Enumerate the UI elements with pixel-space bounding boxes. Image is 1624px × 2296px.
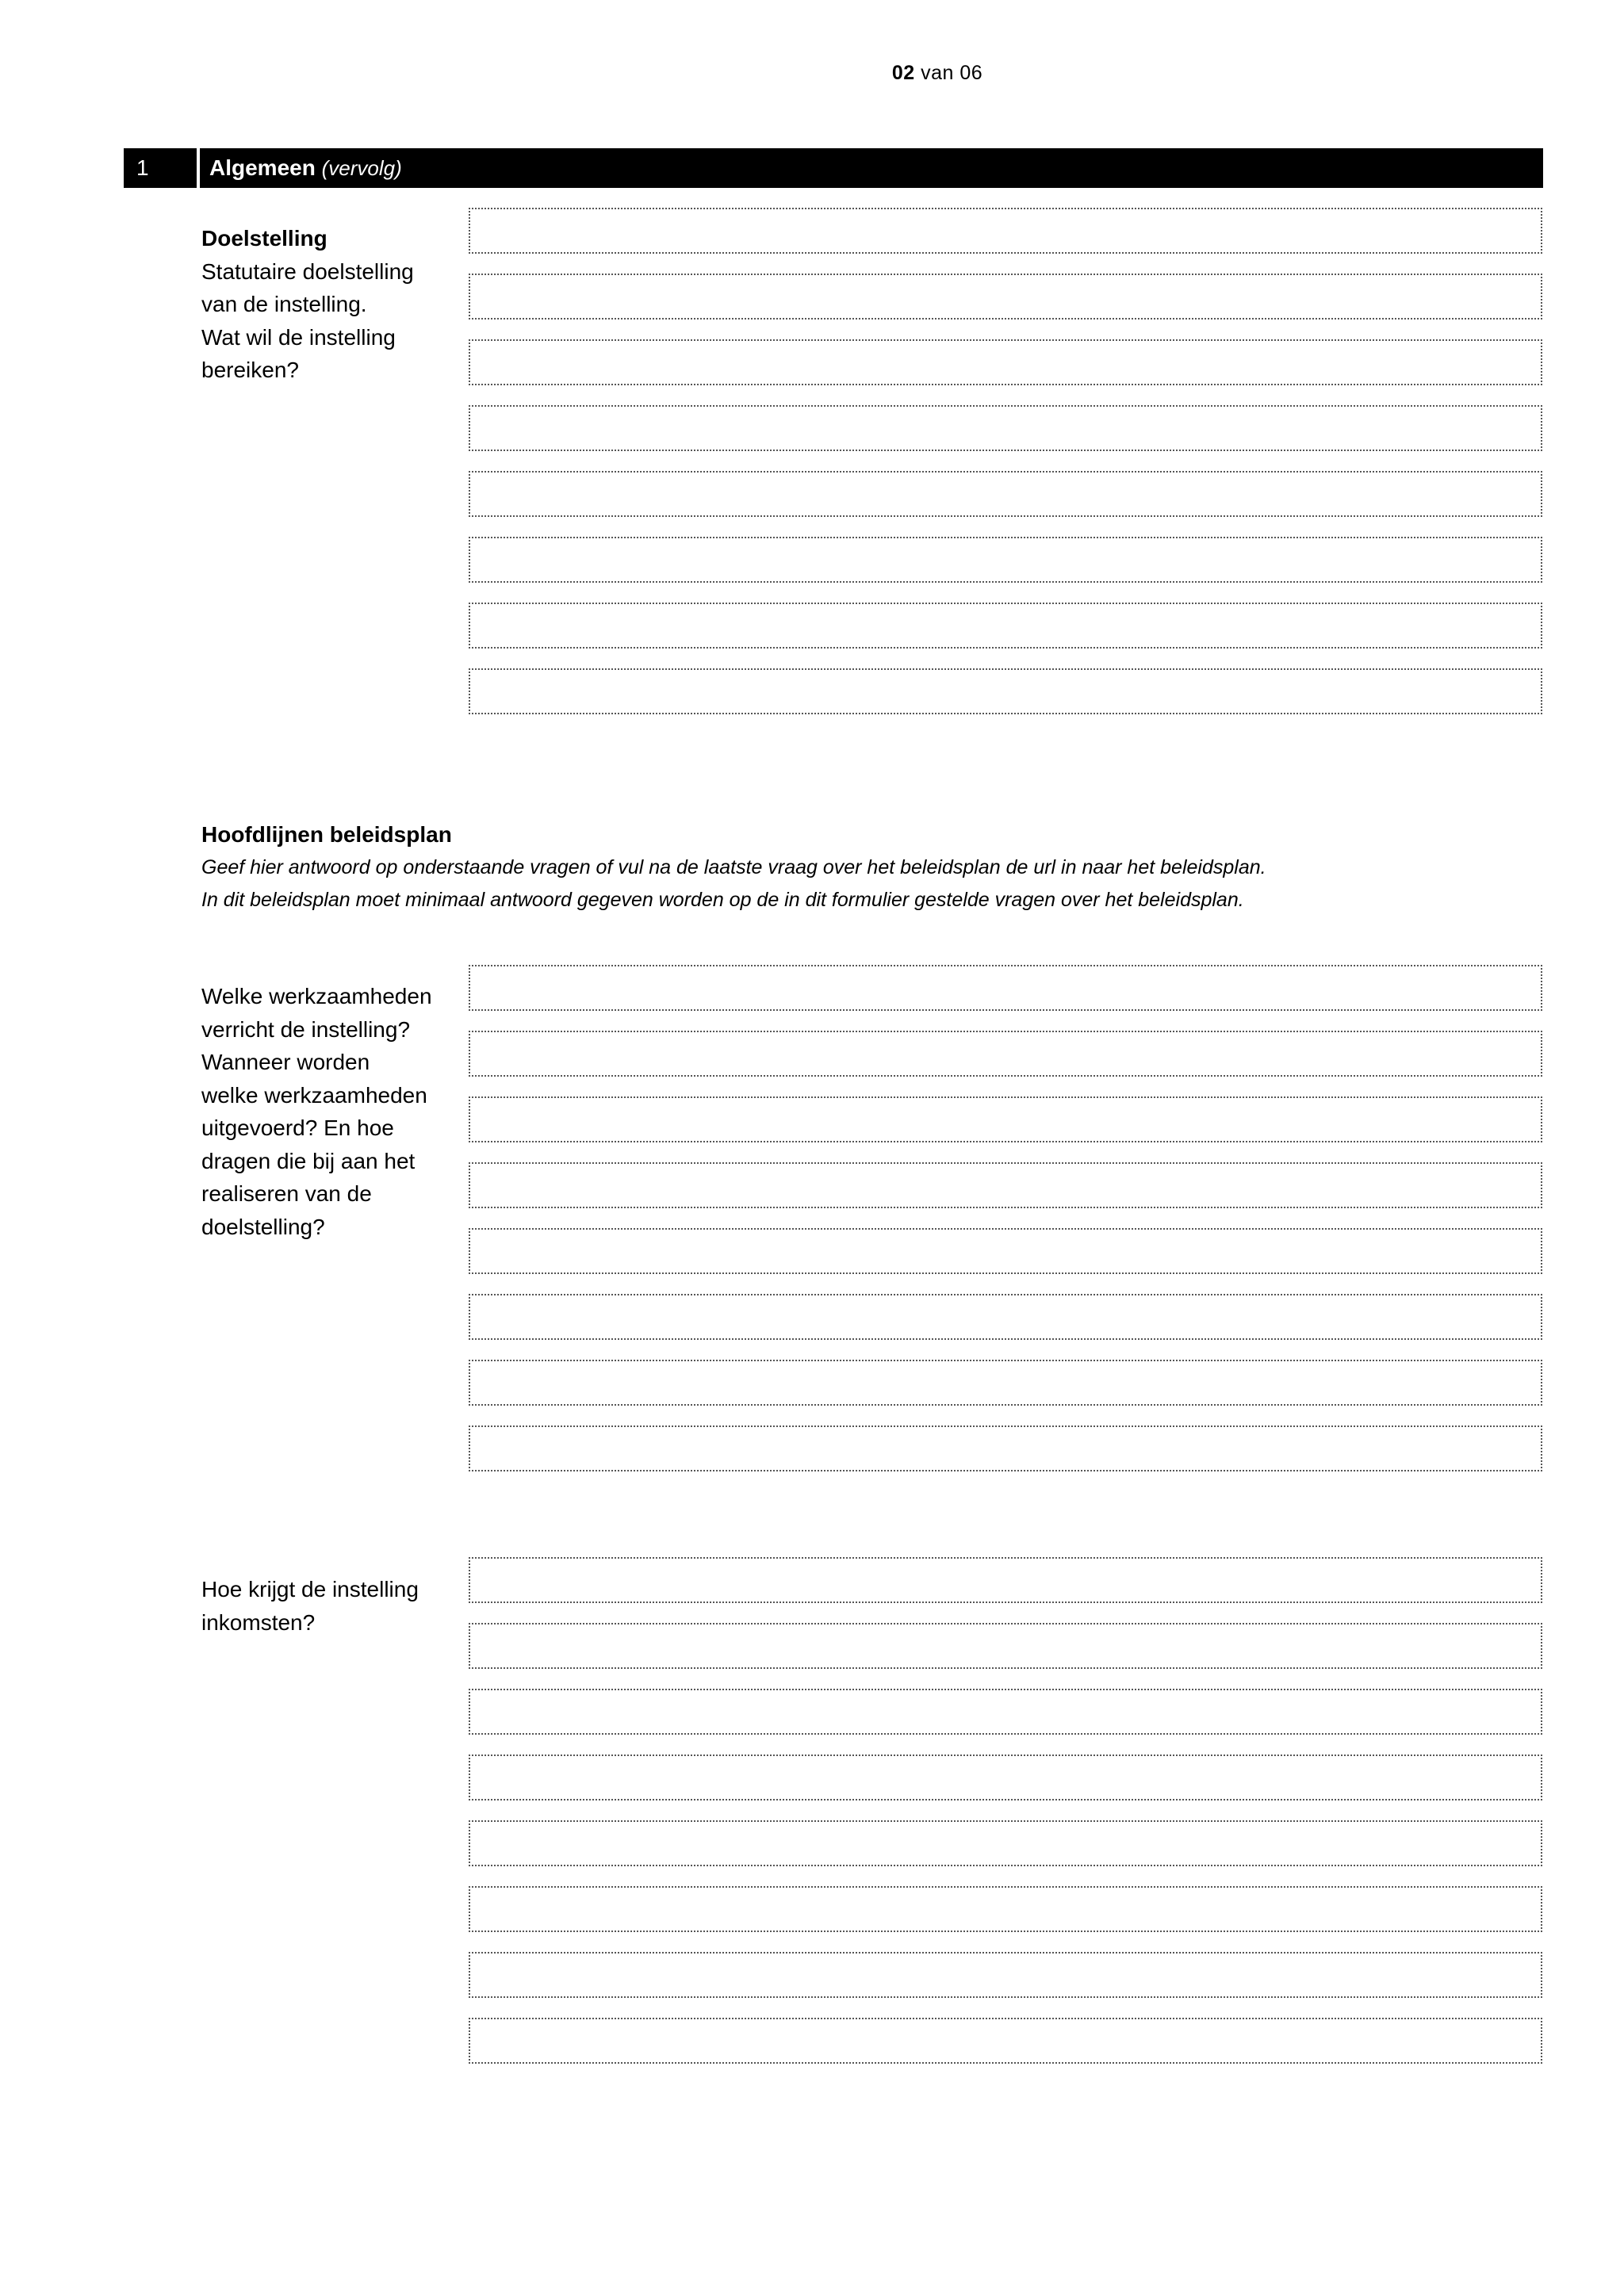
doelstelling-input[interactable] (469, 603, 1542, 649)
doelstelling-input[interactable] (469, 471, 1542, 517)
inkomsten-input[interactable] (469, 1952, 1542, 1998)
werkzaamheden-input[interactable] (469, 1162, 1542, 1208)
doelstelling-input[interactable] (469, 537, 1542, 583)
werkzaamheden-input[interactable] (469, 965, 1542, 1011)
beleidsplan-instruction: In dit beleidsplan moet minimaal antwoord gegeven worden op de in dit formulier gestelde vragen over het beleidsplan. (201, 889, 1244, 911)
inkomsten-line: Hoe krijgt de instelling (201, 1577, 419, 1601)
werkzaamheden-line: verricht de instelling? (201, 1016, 411, 1042)
werkzaamheden-line: Welke werkzaamheden (201, 984, 432, 1008)
werkzaamheden-fields (469, 965, 1542, 1491)
doelstelling-line: Statutaire doelstelling (201, 258, 414, 284)
inkomsten-input[interactable] (469, 1623, 1542, 1669)
werkzaamheden-input[interactable] (469, 1096, 1542, 1142)
werkzaamheden-line: dragen die bij aan het (201, 1148, 416, 1173)
werkzaamheden-line: welke werkzaamheden (201, 1082, 427, 1108)
beleidsplan-instruction: Geef hier antwoord op onderstaande vragen of vul na de laatste vraag over het beleidsplan de url in naar het beleidsplan. (201, 855, 1266, 878)
doelstelling-input[interactable] (469, 208, 1542, 254)
doelstelling-fields (469, 208, 1542, 734)
inkomsten-input[interactable] (469, 1886, 1542, 1932)
page-number (0, 62, 1624, 85)
doelstelling-line: bereiken? (201, 358, 299, 382)
doelstelling-input[interactable] (469, 274, 1542, 320)
doelstelling-input[interactable] (469, 339, 1542, 385)
werkzaamheden-input[interactable] (469, 1228, 1542, 1274)
inkomsten-input[interactable] (469, 1820, 1542, 1866)
inkomsten-label (201, 1573, 463, 1639)
page-number-current: 02 (891, 62, 915, 84)
beleidsplan-intro (201, 818, 1549, 917)
doelstelling-heading: Doelstelling (201, 226, 327, 251)
section-subtitle: (vervolg) (321, 156, 402, 180)
inkomsten-input[interactable] (469, 1689, 1542, 1735)
section-header (200, 148, 1543, 188)
werkzaamheden-line: uitgevoerd? En hoe (201, 1115, 394, 1140)
werkzaamheden-input[interactable] (469, 1294, 1542, 1340)
beleidsplan-heading: Hoofdlijnen beleidsplan (201, 822, 452, 847)
werkzaamheden-line: realiseren van de (201, 1181, 372, 1206)
page-number-total: van 06 (914, 62, 983, 84)
werkzaamheden-input[interactable] (469, 1425, 1542, 1471)
doelstelling-input[interactable] (469, 405, 1542, 451)
werkzaamheden-line: doelstelling? (201, 1214, 325, 1239)
inkomsten-input[interactable] (469, 1755, 1542, 1800)
werkzaamheden-input[interactable] (469, 1031, 1542, 1077)
werkzaamheden-label (201, 980, 463, 1243)
section-number: 1 (124, 148, 197, 188)
section-title: Algemeen (209, 155, 316, 180)
doelstelling-input[interactable] (469, 668, 1542, 714)
inkomsten-fields (469, 1557, 1542, 2084)
inkomsten-input[interactable] (469, 2018, 1542, 2064)
werkzaamheden-input[interactable] (469, 1360, 1542, 1406)
doelstelling-line: van de instelling. (201, 292, 367, 316)
inkomsten-input[interactable] (469, 1557, 1542, 1603)
doelstelling-label (201, 222, 463, 387)
doelstelling-line: Wat wil de instelling (201, 324, 396, 350)
werkzaamheden-line: Wanneer worden (201, 1050, 370, 1074)
inkomsten-line: inkomsten? (201, 1609, 316, 1635)
